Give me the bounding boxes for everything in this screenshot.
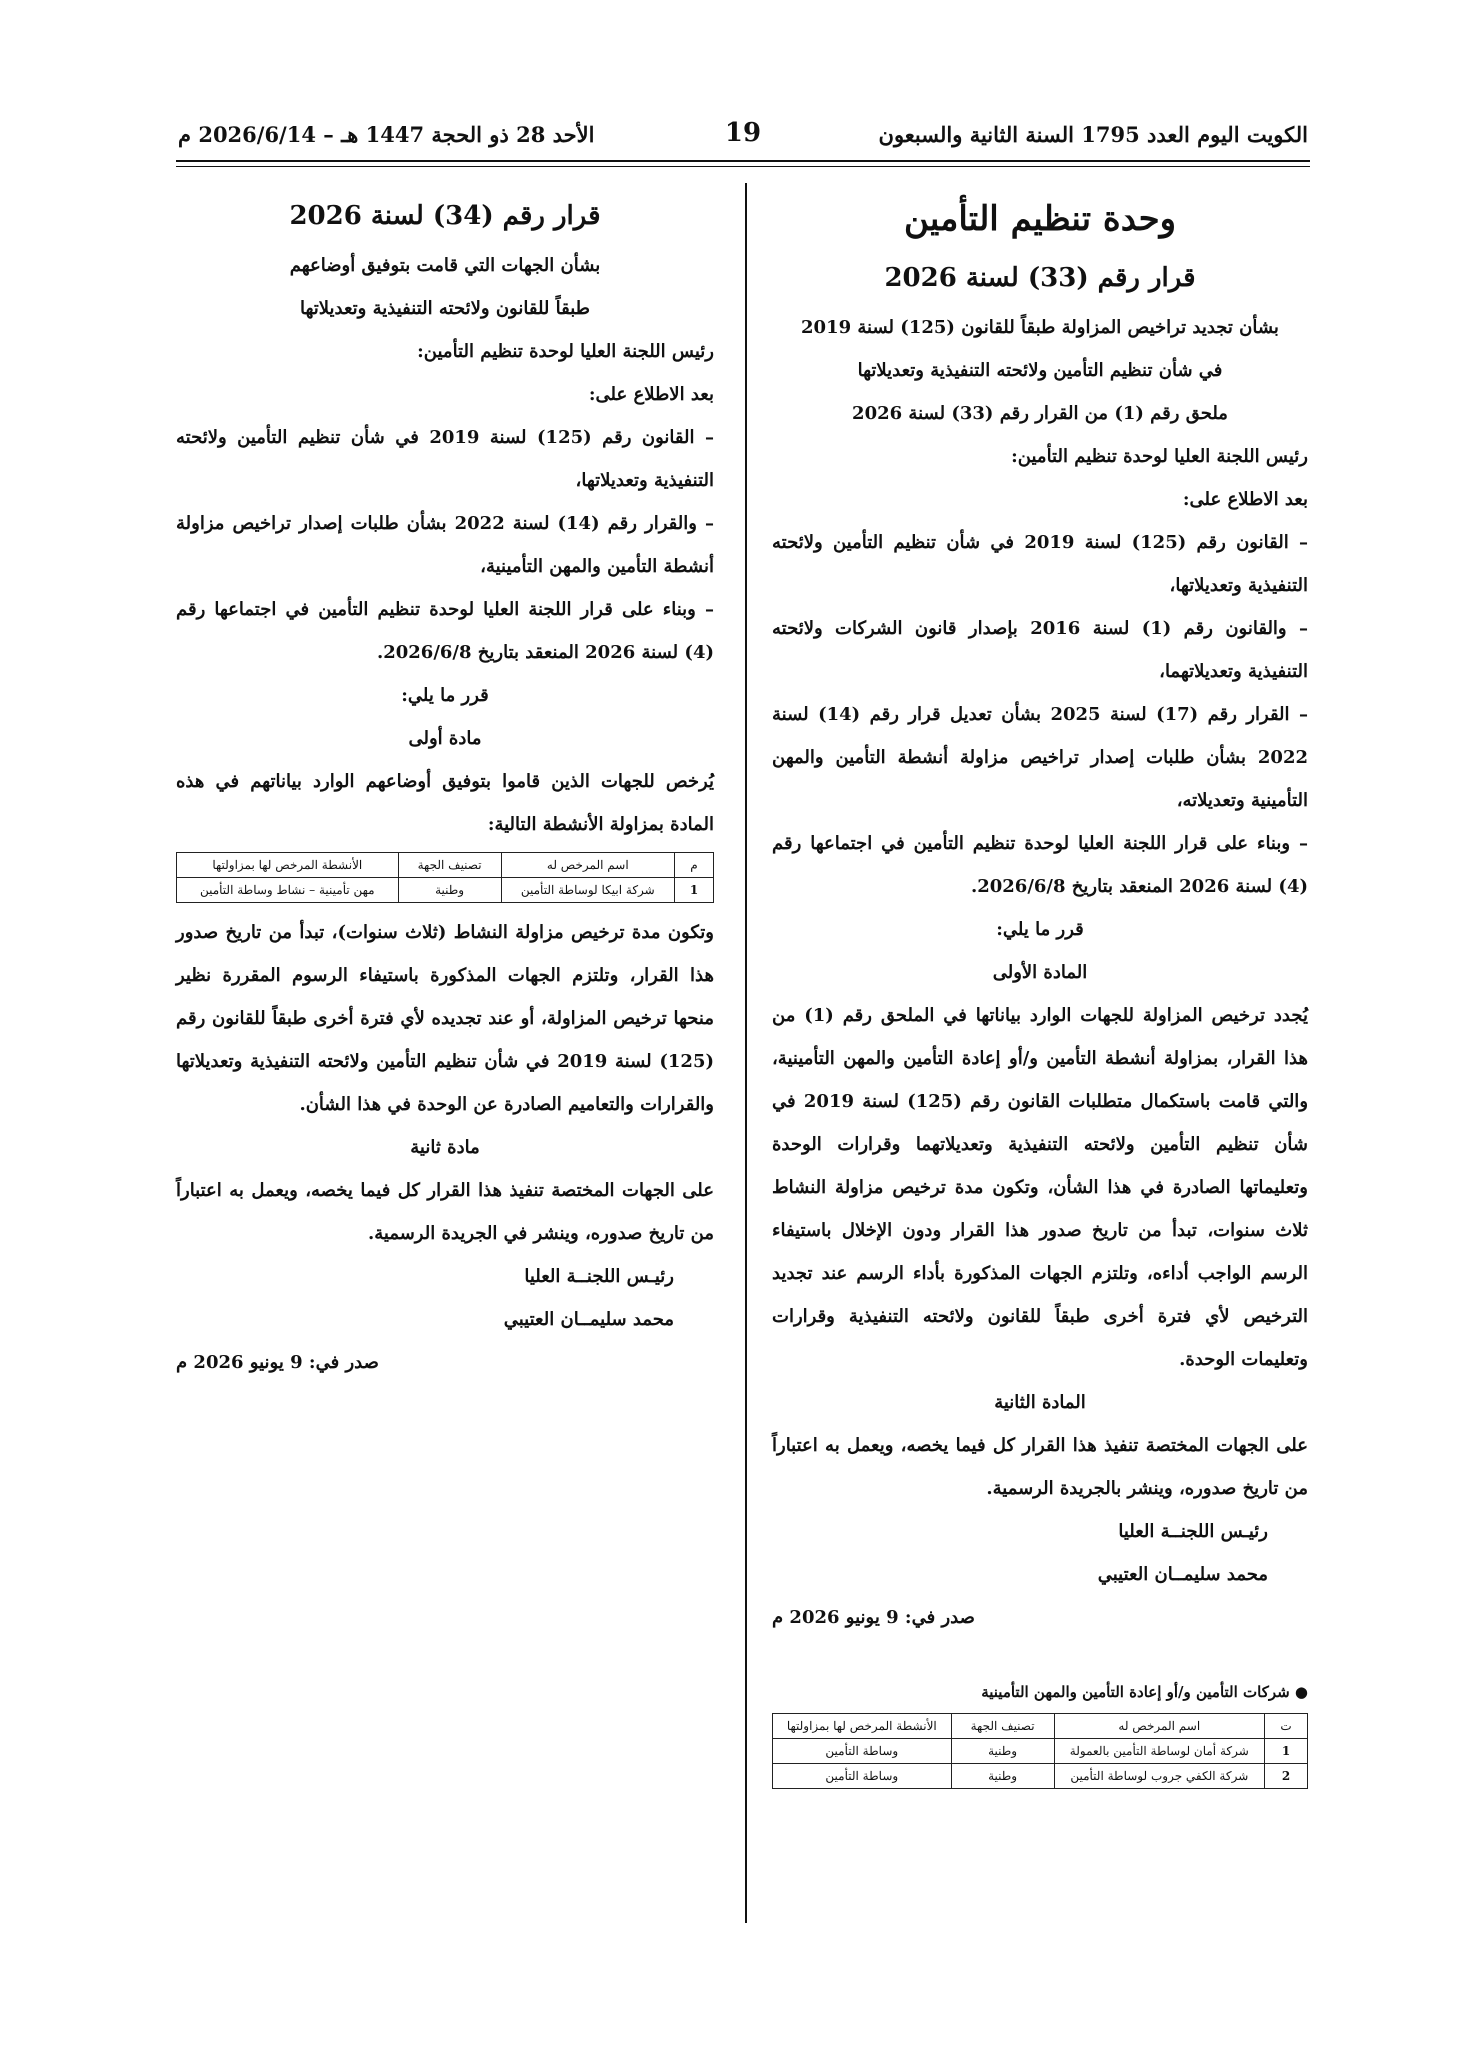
- column-divider: [745, 183, 747, 1923]
- table-cell: وطنية: [951, 1764, 1054, 1789]
- review-item: – والقرار رقم (14) لسنة 2022 بشأن طلبات إصدار تراخيص مزاولة أنشطة التأمين والمهن التأمينية،: [176, 513, 714, 577]
- gazette-issue-info: الكويت اليوم العدد 1795 السنة الثانية والسبعون: [878, 122, 1308, 147]
- decision-33-subject-2: في شأن تنظيم التأمين ولائحته التنفيذية وتعديلاتها: [857, 360, 1223, 381]
- column-header: م: [675, 853, 714, 878]
- review-item: – وبناء على قرار اللجنة العليا لوحدة تنظيم التأمين في اجتماعها رقم (4) لسنة 2026 المنعقد بتاريخ 2026/6/8.: [176, 599, 714, 663]
- issue-date-line: صدر في: 9 يونيو 2026 م: [176, 1352, 379, 1373]
- table-cell: شركة الكفي جروب لوساطة التأمين: [1054, 1764, 1264, 1789]
- chairman-intro: رئيس اللجنة العليا لوحدة تنظيم التأمين:: [417, 341, 714, 362]
- annex-heading: ● شركات التأمين و/أو إعادة التأمين والمهن التأمينية: [981, 1683, 1308, 1701]
- decided-heading: قرر ما يلي:: [996, 919, 1084, 940]
- review-item: – القانون رقم (125) لسنة 2019 في شأن تنظيم التأمين ولائحته التنفيذية وتعديلاتها،: [176, 427, 714, 491]
- page-header: [178, 118, 1308, 152]
- chairman-intro: رئيس اللجنة العليا لوحدة تنظيم التأمين:: [1011, 446, 1308, 467]
- issue-date-line: صدر في: 9 يونيو 2026 م: [772, 1607, 975, 1628]
- review-item: – القرار رقم (17) لسنة 2025 بشأن تعديل قرار رقم (14) لسنة 2022 بشأن طلبات إصدار تراخيص مزاولة أنشطة التأمين والمهن التأمينية وتعديلاته،: [772, 704, 1308, 811]
- column-header: تصنيف الجهة: [951, 1714, 1054, 1739]
- table-row: [177, 878, 714, 903]
- licensee-table: [176, 852, 714, 903]
- column-header: ت: [1265, 1714, 1308, 1739]
- table-header-row: [773, 1714, 1308, 1739]
- column-header: اسم المرخص له: [501, 853, 674, 878]
- column-header: تصنيف الجهة: [398, 853, 501, 878]
- decided-heading: قرر ما يلي:: [401, 685, 489, 706]
- decision-34-subject-2: طبقاً للقانون ولائحته التنفيذية وتعديلاتها: [299, 298, 590, 319]
- signer-name: محمد سليمــان العتيبي: [503, 1309, 674, 1330]
- article-1-text: يُجدد ترخيص المزاولة للجهات الوارد بياناتها في الملحق رقم (1) من هذا القرار، بمزاولة أنشطة التأمين و/أو إعادة التأمين والمهن التأمينية، والتي قامت باستكمال متطلبات القانون رقم (125) لسنة 2019 في شأن تنظيم التأمين ولائحته التنفيذية وتعديلاتهما وقرارات الوحدة وتعليماتها الصادرة في هذا الشأن، وتكون مدة ترخيص مزاولة النشاط ثلاث سنوات، تبدأ من تاريخ صدور هذا القرار ودون الإخلال باستيفاء الرسم الواجب أداءه، وتلتزم الجهات المذكورة بأداء الرسم عند تجديد الترخيص لأي فترة أخرى طبقاً للقانون ولائحته التنفيذية وقرارات وتعليمات الوحدة.: [772, 1005, 1309, 1370]
- decision-33-subject-1: بشأن تجديد تراخيص المزاولة طبقاً للقانون (125) لسنة 2019: [801, 317, 1279, 338]
- article-1-text: وتكون مدة ترخيص مزاولة النشاط (ثلاث سنوات)، تبدأ من تاريخ صدور هذا القرار، وتلتزم الجهات المذكورة باستيفاء الرسوم المقررة نظير منحها ترخيص المزاولة، أو عند تجديده لأي فترة أخرى طبقاً للقانون رقم (125) لسنة 2019 في شأن تنظيم التأمين ولائحته التنفيذية وتعديلاتها والقرارات والتعاميم الصادرة عن الوحدة في هذا الشأن.: [176, 922, 714, 1115]
- column-header: الأنشطة المرخص لها بمزاولتها: [773, 1714, 952, 1739]
- table-cell: وطنية: [951, 1739, 1054, 1764]
- decision-34-column: [176, 188, 714, 1384]
- article-2-text: على الجهات المختصة تنفيذ هذا القرار كل فيما يخصه، ويعمل به اعتباراً من تاريخ صدوره، وينشر بالجريدة الرسمية.: [772, 1435, 1308, 1499]
- decision-34-subject-1: بشأن الجهات التي قامت بتوفيق أوضاعهم: [289, 255, 601, 276]
- article-1-title: المادة الأولى: [992, 962, 1088, 983]
- after-review: بعد الاطلاع على:: [588, 384, 714, 405]
- table-row: [773, 1739, 1308, 1764]
- table-cell: 1: [1265, 1739, 1308, 1764]
- after-review: بعد الاطلاع على:: [1182, 489, 1308, 510]
- table-cell: شركة ابيكا لوساطة التأمين: [501, 878, 674, 903]
- article-1-intro: يُرخص للجهات الذين قاموا بتوفيق أوضاعهم الوارد بياناتهم في هذه المادة بمزاولة الأنشطة التالية:: [176, 771, 714, 835]
- table-cell: وساطة التأمين: [773, 1764, 952, 1789]
- column-header: اسم المرخص له: [1054, 1714, 1264, 1739]
- page-number: 19: [724, 118, 762, 148]
- decision-34-title: قرار رقم (34) لسنة 2026: [289, 201, 601, 231]
- article-2-title: مادة ثانية: [410, 1137, 480, 1158]
- unit-title: وحدة تنظيم التأمين: [903, 199, 1177, 239]
- signer-name: محمد سليمــان العتيبي: [1097, 1564, 1268, 1585]
- review-item: – وبناء على قرار اللجنة العليا لوحدة تنظيم التأمين في اجتماعها رقم (4) لسنة 2026 المنعقد بتاريخ 2026/6/8.: [772, 833, 1308, 897]
- table-cell: وطنية: [398, 878, 501, 903]
- table-row: [773, 1764, 1308, 1789]
- header-rule-thin: [176, 166, 1310, 167]
- review-item: – القانون رقم (125) لسنة 2019 في شأن تنظيم التأمين ولائحته التنفيذية وتعديلاتها،: [772, 532, 1308, 596]
- table-cell: مهن تأمينية – نشاط وساطة التأمين: [177, 878, 399, 903]
- decision-33-annex-line: ملحق رقم (1) من القرار رقم (33) لسنة 2026: [852, 403, 1228, 424]
- review-item: – والقانون رقم (1) لسنة 2016 بإصدار قانون الشركات ولائحته التنفيذية وتعديلاتهما،: [772, 618, 1308, 682]
- decision-33-column: [772, 188, 1308, 1797]
- table-cell: وساطة التأمين: [773, 1739, 952, 1764]
- header-rule: [176, 160, 1310, 162]
- table-header-row: [177, 853, 714, 878]
- article-1-title: مادة أولى: [408, 728, 482, 749]
- table-cell: 1: [675, 878, 714, 903]
- article-2-text: على الجهات المختصة تنفيذ هذا القرار كل فيما يخصه، ويعمل به اعتباراً من تاريخ صدوره، وينشر في الجريدة الرسمية.: [176, 1180, 714, 1244]
- column-header: الأنشطة المرخص لها بمزاولتها: [177, 853, 399, 878]
- table-cell: 2: [1265, 1764, 1308, 1789]
- decision-33-title: قرار رقم (33) لسنة 2026: [884, 263, 1196, 293]
- table-cell: شركة أمان لوساطة التأمين بالعمولة: [1054, 1739, 1264, 1764]
- signer-title: رئيـس اللجنــة العليا: [1118, 1521, 1268, 1542]
- signer-title: رئيـس اللجنــة العليا: [524, 1266, 674, 1287]
- annex-table: [772, 1713, 1308, 1789]
- article-2-title: المادة الثانية: [994, 1392, 1086, 1413]
- issue-date: الأحد 28 ذو الحجة 1447 هـ – 2026/6/14 م: [178, 122, 595, 147]
